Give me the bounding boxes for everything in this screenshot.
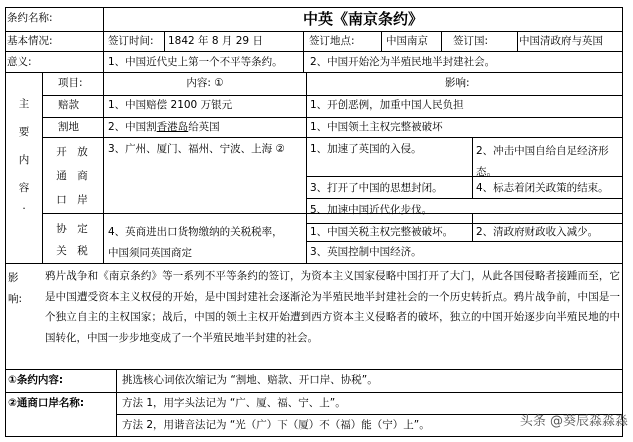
item-indemnity: 赔款 bbox=[58, 99, 79, 111]
content-indemnity: 1、中国赔偿 2100 万银元 bbox=[108, 99, 233, 111]
impact-ports-3: 3、打开了中国的思想封闭。 bbox=[310, 182, 443, 194]
column-header-item: 项目: bbox=[58, 77, 83, 89]
impact-cede-territory: 1、中国领土主权完整被破坏 bbox=[310, 121, 443, 133]
column-header-impact: 影响: bbox=[445, 77, 470, 89]
impact-tariff-1: 1、中国关税主权完整被破坏。 bbox=[310, 226, 454, 238]
impact-ports-4: 4、标志着闭关政策的结束。 bbox=[476, 182, 609, 194]
main-content-side-label: 主 要 内 容 . bbox=[18, 98, 30, 212]
treaty-name-label: 条约名称: bbox=[7, 12, 53, 24]
impact-indemnity: 1、开创恶例，加重中国人民负担 bbox=[310, 99, 464, 111]
item-treaty-ports: 开 放 通 商 口 岸 bbox=[56, 146, 88, 206]
column-header-content: 内容: ① bbox=[186, 77, 224, 89]
signatory-value: 中国清政府与英国 bbox=[519, 35, 603, 47]
meaning-point-1: 1、中国近代史上第一个不平等条约。 bbox=[108, 56, 283, 68]
meaning-label: 意义: bbox=[7, 56, 32, 68]
signing-place-value: 中国南京 bbox=[386, 35, 428, 47]
meaning-point-2: 2、中国开始沦为半殖民地半封建社会。 bbox=[310, 56, 496, 68]
signing-place-label: 签订地点: bbox=[309, 35, 355, 47]
impact-tariff-3: 3、英国控制中国经济。 bbox=[310, 246, 422, 258]
note-2-method-1: 方法 1，用字头法记为 “广、厦、福、宁、上”。 bbox=[122, 397, 346, 409]
page-title: 中英《南京条约》 bbox=[302, 10, 423, 28]
impact-ports-5: 5、加速中国近代化步伐。 bbox=[310, 204, 433, 216]
content-agreed-tariff: 4、英商进出口货物缴纳的关税税率， 中国须同英国商定 bbox=[108, 226, 283, 259]
influence-label: 影 响: bbox=[8, 272, 23, 305]
item-agreed-tariff: 协 定 关 税 bbox=[56, 223, 88, 257]
note-1-label: ①条约内容: bbox=[8, 374, 64, 386]
hong-kong-island-text: 香港岛 bbox=[156, 121, 189, 133]
signatory-label: 签订国: bbox=[453, 35, 489, 47]
signing-time-label: 签订时间: bbox=[108, 35, 154, 47]
influence-text: 鸦片战争和《南京条约》等一系列不平等条约的签订，为资本主义国家侵略中国打开了大门，从此各国侵略者接踵而至，它是中国遭受资本主义权侵的开始，是中国封建社会逐渐沦为半殖民地半封建社会的一个历史转折点。鸦片战争前，中国是一个独立自主的主权国家；战后，中国的领土主权开始遭到西方资本主义侵略者的破坏，独立的中国开始逐步向半殖民地的中国转化，中国一步步地变成了一个半殖民地半封建的社会。 bbox=[45, 270, 620, 344]
note-2-method-2: 方法 2，用谐音法记为 “光（广）下（厦）不（福）能（宁）上”。 bbox=[122, 419, 430, 431]
content-cede-territory: 2、中国割香港岛给英国 bbox=[108, 121, 220, 133]
signing-time-value: 1842 年 8 月 29 日 bbox=[168, 35, 263, 47]
note-2-label: ②通商口岸名称: bbox=[8, 397, 85, 409]
item-cede-territory: 割地 bbox=[58, 121, 79, 133]
content-treaty-ports: 3、广州、厦门、福州、宁波、上海 ② bbox=[108, 143, 285, 155]
impact-ports-1: 1、加速了英国的入侵。 bbox=[310, 143, 422, 155]
note-1-text: 挑选核心词依次缩记为 “割地、赔款、开口岸、协税”。 bbox=[122, 374, 378, 386]
impact-ports-2: 2、冲击中国自给自足经济形态。 bbox=[476, 145, 609, 178]
watermark: 头条 @葵辰淼淼淼 bbox=[519, 414, 628, 429]
impact-tariff-2: 2、清政府财政收入减少。 bbox=[476, 226, 599, 238]
basic-info-label: 基本情况: bbox=[7, 35, 53, 47]
